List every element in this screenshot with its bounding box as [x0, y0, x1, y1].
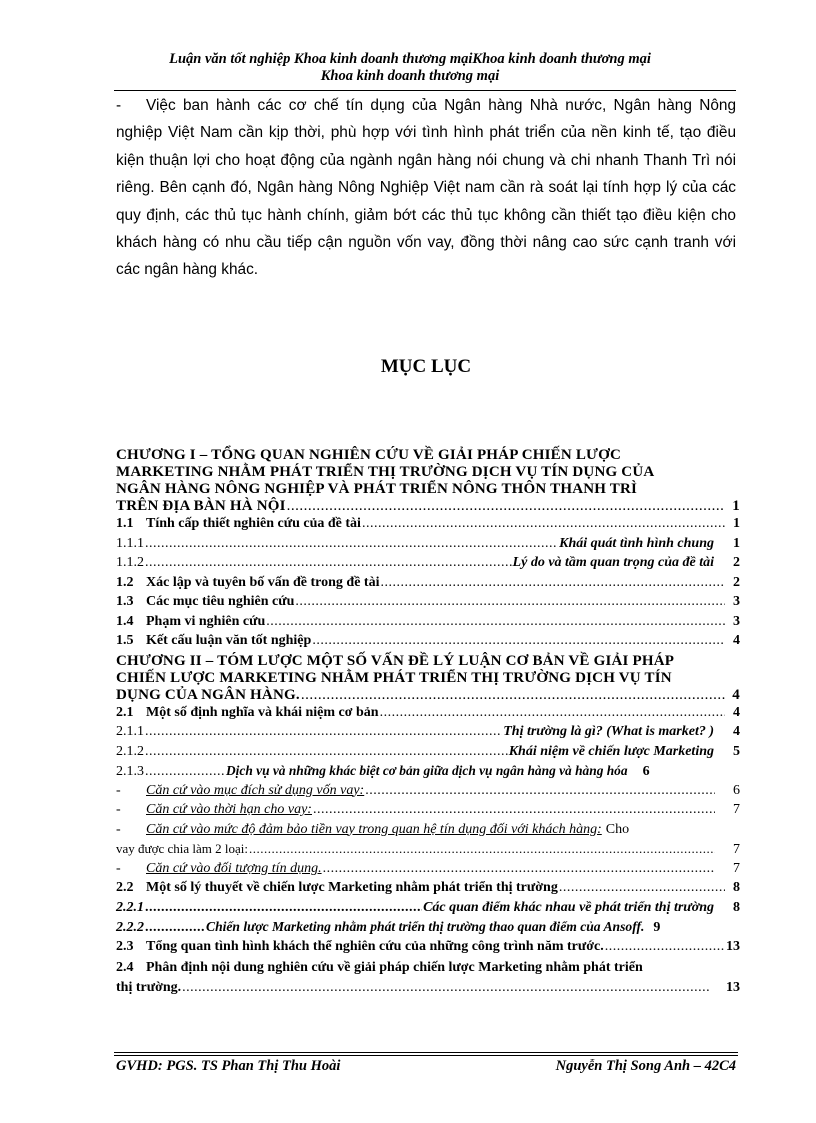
paragraph-bullet: - [116, 97, 122, 114]
dot-leader [365, 783, 715, 799]
entry-page: 8 [733, 899, 740, 915]
entry-number: 2.2 [116, 880, 134, 895]
dot-leader [182, 978, 711, 997]
entry-number: 1.3 [116, 594, 134, 609]
entry-text: Lý do và tầm quan trọng của đề tài [512, 555, 714, 570]
entry-page: 2 [733, 555, 740, 570]
chapter-2-heading-last: DỤNG CỦA NGÂN HÀNG. [116, 686, 300, 703]
entry-text: Khái niệm về chiến lược Marketing [508, 743, 714, 759]
entry-number: 1.1 [116, 516, 134, 531]
entry-page: 3 [733, 594, 740, 609]
chapter-2-heading-line-1: CHƯƠNG II – TÓM LƯỢC MỘT SỐ VẤN ĐỀ LÝ LUẬN CƠ BẢN VỀ GIẢI PHÁP [116, 652, 675, 669]
toc-entry-1-1-2[interactable] [116, 555, 740, 575]
toc-entry-2-2-2[interactable] [116, 919, 740, 939]
entry-page: 2 [733, 574, 740, 590]
dot-leader [145, 744, 508, 760]
entry-page: 3 [733, 613, 740, 629]
entry-text: Một số định nghĩa và khái niệm cơ bản [146, 704, 379, 720]
entry-text: Căn cứ vào đối tượng tín dụng. [146, 860, 322, 876]
paragraph-text: Việc ban hành các cơ chế tín dụng của Ngân hàng Nhà nước, Ngân hàng Nông nghiệp Việt Nam cần kịp thời, phù hợp với tình hình phát triển của nền kinh tế, tạo điều kiện thuận lợi cho hoạt động của ngành ngân hàng nói chung và chi nhanh Thanh Trì nói riêng. Bên cạnh đó, Ngân hàng Nông Nghiệp Việt nam cần rà soát lại tính hợp lý của các quy định, các thủ tục hành chính, giảm bớt các thủ tục không cần thiết tạo điều kiện cho khách hàng có nhu cầu tiếp cận nguồn vốn vay, đồng thời nâng cao sức cạnh tranh với các ngân hàng khác. [116, 97, 736, 279]
entry-text: Một số lý thuyết về chiến lược Marketing nhằm phát triển thị trường [146, 880, 558, 895]
dot-leader [249, 841, 715, 857]
entry-page: 6 [642, 764, 650, 779]
chapter-2-heading-line-2: CHIẾN LƯỢC MARKETING NHẰM PHÁT TRIỂN THỊ TRƯỜNG DỊCH VỤ TÍN [116, 669, 672, 686]
toc-entry-2-1-3[interactable] [116, 763, 740, 783]
entry-page: 7 [733, 802, 740, 817]
chapter-1-heading-line-2: MARKETING NHẰM PHÁT TRIỂN THỊ TRƯỜNG DỊCH VỤ TÍN DỤNG CỦA [116, 464, 655, 480]
toc-dash-item-4[interactable] [116, 861, 740, 881]
entry-page: 6 [733, 782, 740, 798]
toc-entry-1-2[interactable] [116, 575, 740, 595]
entry-number: 1.4 [116, 613, 134, 629]
entry-page: 9 [653, 920, 661, 935]
toc-entry-2-3[interactable] [116, 939, 740, 959]
entry-number: 2.1.3 [116, 764, 144, 779]
page-footer [116, 1058, 736, 1075]
toc-entry-2-4[interactable] [116, 958, 740, 997]
dash: - [116, 782, 121, 798]
table-of-contents [116, 447, 740, 997]
dot-leader [145, 536, 558, 552]
entry-text: Các mục tiêu nghiên cứu [146, 594, 295, 609]
toc-title: MỤC LỤC [380, 356, 472, 377]
entry-page: 8 [733, 880, 740, 895]
toc-entry-2-1-2[interactable] [116, 744, 740, 764]
entry-text: Chiến lược Marketing nhằm phát triển thị trường thao quan điểm của Ansoff. [206, 919, 645, 934]
footer-rule-double [114, 1055, 738, 1056]
entry-page: 1 [733, 516, 740, 531]
entry-number: 2.1.2 [116, 743, 144, 759]
chapter-2-page: 4 [732, 686, 740, 703]
entry-page: 4 [733, 724, 740, 739]
entry-number: 2.2.2 [116, 920, 144, 935]
entry-page: 7 [733, 842, 740, 857]
entry-number: 1.5 [116, 633, 134, 648]
toc-dash-item-1[interactable] [116, 783, 740, 803]
entry-text-second-line: thị trường. [116, 979, 182, 995]
footer-rule [114, 1052, 738, 1053]
entry-text: Kết cấu luận văn tốt nghiệp [146, 633, 312, 648]
dash: - [116, 860, 121, 876]
dot-leader [145, 555, 512, 571]
toc-entry-1-4[interactable] [116, 614, 740, 634]
chapter-1-heading-last: TRÊN ĐỊA BÀN HÀ NỘI [116, 498, 286, 514]
entry-page: 13 [726, 979, 740, 995]
entry-number: 2.3 [116, 938, 134, 954]
dot-leader [362, 516, 725, 532]
toc-entry-2-2-1[interactable] [116, 900, 740, 920]
toc-chapter-1[interactable] [116, 447, 740, 516]
dash: - [116, 821, 121, 837]
chapter-1-heading-line-1: CHƯƠNG I – TỔNG QUAN NGHIÊN CỨU VỀ GIẢI PHÁP CHIẾN LƯỢC [116, 447, 622, 463]
toc-entry-2-1-1[interactable] [116, 724, 740, 744]
toc-entry-1-5[interactable] [116, 633, 740, 653]
entry-text: Căn cứ vào thời hạn cho vay: [146, 802, 312, 817]
toc-entry-1-1-1[interactable] [116, 536, 740, 556]
dot-leader [380, 575, 725, 591]
entry-number: 1.1.2 [116, 555, 144, 570]
entry-number: 2.2.1 [116, 899, 144, 915]
dot-leader [312, 633, 725, 649]
entry-number: 1.2 [116, 574, 134, 590]
entry-text: Căn cứ vào mức độ đảm bảo tiền vay trong quan hệ tín dụng đối với khách hàng: [146, 821, 602, 837]
entry-number: 2.1 [116, 704, 134, 720]
entry-page: 1 [733, 535, 740, 551]
dot-leader [295, 594, 725, 610]
body-paragraph [116, 92, 736, 284]
entry-text: Các quan điểm khác nhau về phát triển thị trường [423, 899, 714, 915]
toc-dash-item-2[interactable] [116, 802, 740, 822]
entry-text: Tính cấp thiết nghiên cứu của đề tài [146, 516, 361, 531]
dot-leader [145, 724, 502, 740]
toc-entry-2-1[interactable] [116, 705, 740, 725]
header-rule [114, 90, 736, 91]
footer-author: Nguyễn Thị Song Anh – 42C4 [555, 1058, 736, 1074]
entry-text: Căn cứ vào mục đích sử dụng vốn vay: [146, 782, 365, 798]
entry-text: Khái quát tình hình chung [559, 535, 714, 551]
page-header [100, 51, 720, 85]
entry-text: Dịch vụ và những khác biệt cơ bản giữa dịch vụ ngân hàng và hàng hóa [226, 763, 628, 778]
entry-number: 1.1.1 [116, 535, 144, 551]
entry-text-second-line: vay được chia làm 2 loại: [116, 841, 248, 856]
dot-leader [380, 705, 725, 721]
dot-leader [605, 939, 725, 955]
dot-leader [145, 764, 225, 780]
entry-page: 4 [733, 704, 740, 720]
dot-leader [266, 614, 725, 630]
entry-text: Phân định nội dung nghiên cứu về giải pháp chiến lược Marketing nhằm phát triển [146, 960, 643, 975]
dot-leader [323, 861, 715, 877]
toc-entry-1-3[interactable] [116, 594, 740, 614]
entry-page: 13 [726, 938, 740, 954]
entry-page: 7 [733, 860, 740, 876]
footer-supervisor: GVHD: PGS. TS Phan Thị Thu Hoài [116, 1058, 341, 1074]
dot-leader [559, 880, 725, 896]
entry-text: Tổng quan tình hình khách thể nghiên cứu của những công trình năm trước. [146, 938, 604, 954]
toc-entry-2-2[interactable] [116, 880, 740, 900]
dash: - [116, 802, 121, 817]
chapter-1-heading-line-3: NGÂN HÀNG NÔNG NGHIỆP VÀ PHÁT TRIỂN NÔNG THÔN THANH TRÌ [116, 481, 638, 497]
dot-leader [313, 802, 715, 818]
entry-text-continuation: Cho [605, 821, 630, 837]
toc-dash-item-3[interactable] [116, 822, 740, 861]
entry-page: 5 [733, 743, 740, 759]
header-line-2: Khoa kinh doanh thương mại [320, 68, 500, 84]
dot-leader [301, 687, 725, 704]
entry-number: 2.1.1 [116, 724, 144, 739]
entry-text: Thị trường là gì? (What is market? ) [503, 724, 714, 739]
toc-entry-1-1[interactable] [116, 516, 740, 536]
toc-chapter-2[interactable] [116, 653, 740, 705]
entry-number: 2.4 [116, 960, 134, 975]
entry-text: Phạm vi nghiên cứu [146, 613, 266, 629]
entry-page: 4 [733, 633, 740, 648]
dot-leader [145, 920, 205, 936]
dot-leader [145, 900, 422, 916]
header-line-1: Luận văn tốt nghiệp Khoa kinh doanh thương mạiKhoa kinh doanh thương mại [169, 51, 651, 67]
entry-text: Xác lập và tuyên bố vấn đề trong đề tài [146, 574, 380, 590]
dot-leader [287, 498, 725, 515]
chapter-1-page: 1 [732, 498, 740, 514]
